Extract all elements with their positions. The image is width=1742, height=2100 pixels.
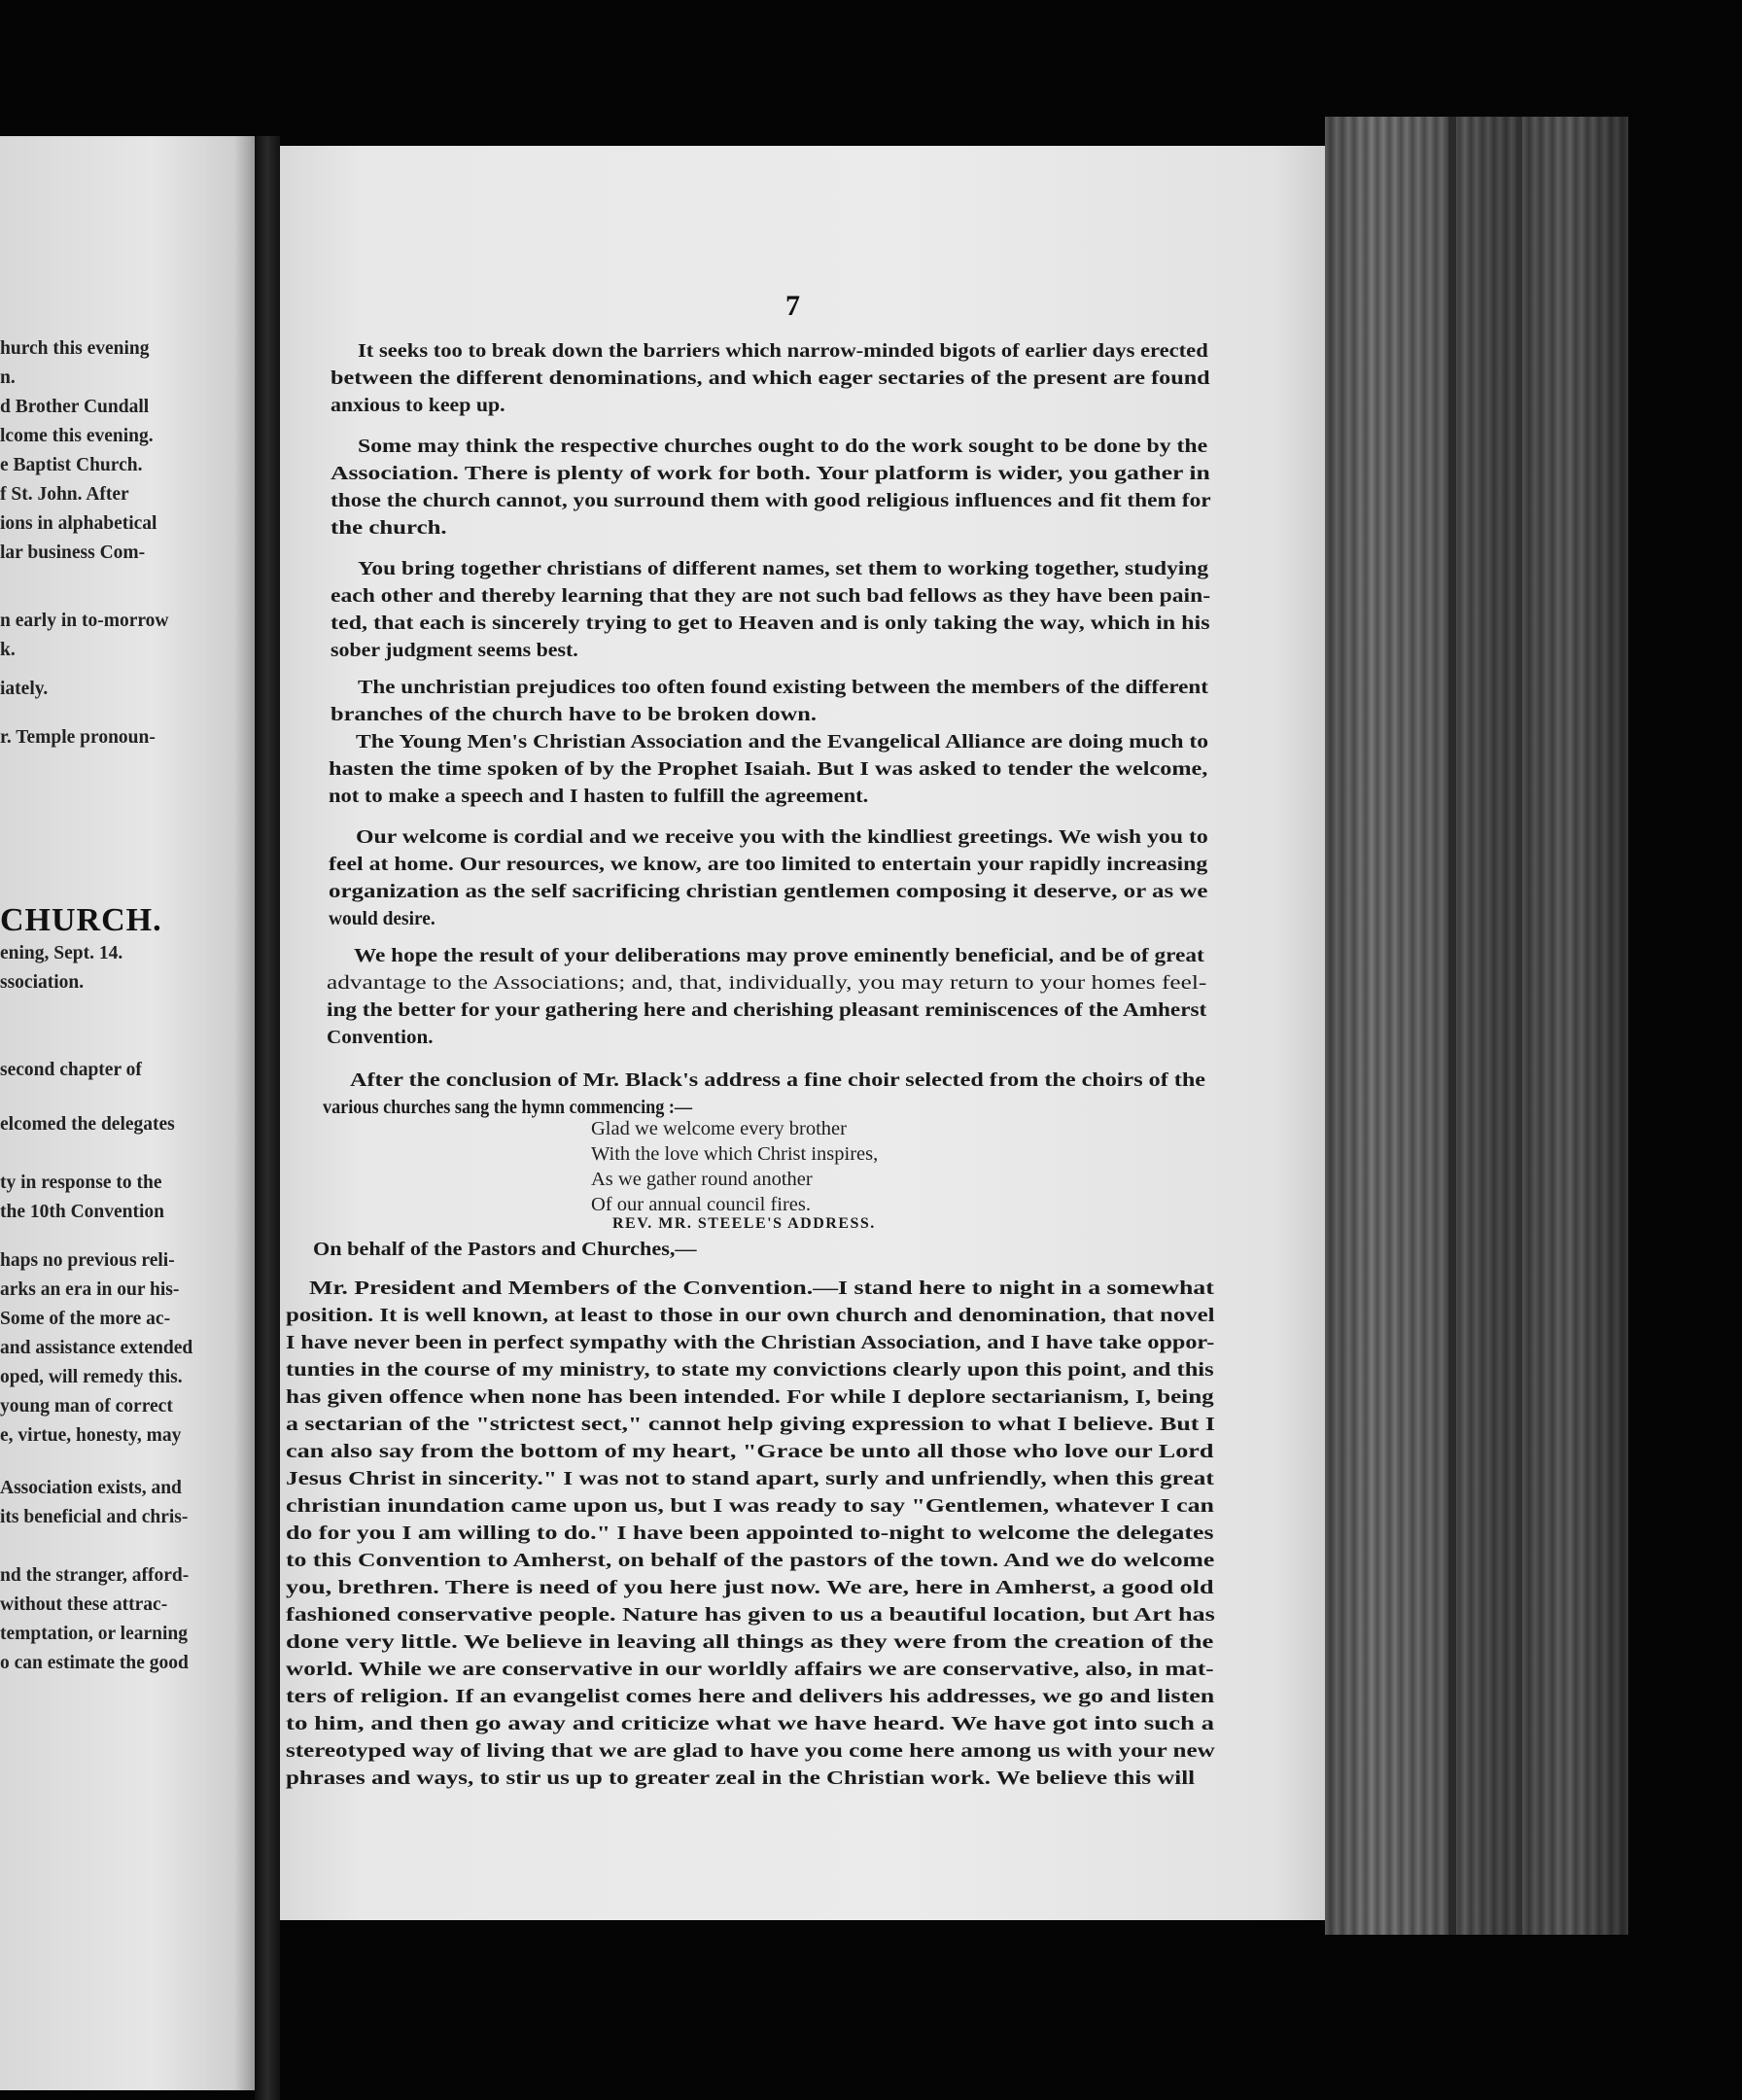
text-line: stereotyped way of living that we are glad to have you come here among us with your new — [286, 1740, 1215, 1762]
text-line: d Brother Cundall — [0, 397, 150, 417]
text-line: young man of correct — [0, 1396, 173, 1417]
text-line: a sectarian of the "strictest sect," cannot help giving expression to what I believe. But I — [286, 1414, 1215, 1435]
text-line: world. While we are conservative in our worldly affairs we are conservative, also, in mat- — [286, 1659, 1214, 1680]
text-line: e Baptist Church. — [0, 455, 143, 475]
text-line: anxious to keep up. — [331, 395, 505, 416]
text-line: sober judgment seems best. — [331, 640, 578, 661]
text-line: n. — [0, 368, 16, 388]
text-line: lcome this evening. — [0, 426, 154, 446]
text-line: o can estimate the good — [0, 1653, 189, 1673]
text-line: do for you I am willing to do." I have been appointed to-night to welcome the delegates — [286, 1522, 1214, 1544]
text-line: and assistance extended — [0, 1338, 193, 1358]
text-line: ty in response to the — [0, 1172, 162, 1193]
text-line: various churches sang the hymn commencing :— — [323, 1097, 693, 1118]
fore-edge-shadow — [1448, 117, 1456, 1935]
text-line: ters of religion. If an evangelist comes here and delivers his addresses, we go and listen — [286, 1686, 1215, 1707]
text-line: haps no previous reli- — [0, 1250, 175, 1271]
text-line: ing the better for your gathering here and cherishing pleasant reminiscences of the Amherst — [327, 999, 1207, 1021]
text-line: On behalf of the Pastors and Churches,— — [313, 1239, 697, 1260]
book-fore-edge — [1325, 117, 1628, 1935]
text-line: branches of the church have to be broken down. — [331, 704, 817, 725]
left-page-fragment — [0, 136, 255, 2090]
text-line: advantage to the Associations; and, that, individually, you may return to your homes feel- — [327, 972, 1207, 994]
text-line: I have never been in perfect sympathy with the Christian Association, and I have take oppor- — [286, 1332, 1215, 1353]
text-line: ions in alphabetical — [0, 513, 157, 534]
text-line: fashioned conservative people. Nature has given to us a beautiful location, but Art has — [286, 1604, 1215, 1626]
text-line: Jesus Christ in sincerity." I was not to stand apart, surly and unfriendly, when this great — [286, 1468, 1214, 1489]
text-line: ening, Sept. 14. — [0, 943, 123, 963]
text-line: We hope the result of your deliberations may prove eminently beneficial, and be of great — [354, 945, 1204, 966]
text-line: iately. — [0, 679, 49, 699]
text-line: second chapter of — [0, 1060, 142, 1080]
page — [280, 146, 1325, 1920]
text-line: Mr. President and Members of the Convention.—I stand here to night in a somewhat — [309, 1278, 1214, 1299]
text-line: It seeks too to break down the barriers which narrow-minded bigots of earlier days erected — [358, 340, 1208, 362]
text-line: ssociation. — [0, 972, 85, 993]
text-line: n early in to-morrow — [0, 611, 169, 631]
text-line: the church. — [331, 517, 447, 539]
section-heading: REV. MR. STEELE'S ADDRESS. — [612, 1215, 876, 1232]
text-line: tunties in the course of my ministry, to state my convictions clearly upon this point, and this — [286, 1359, 1214, 1381]
text-line: Some may think the respective churches ought to do the work sought to be done by the — [358, 436, 1208, 457]
fore-edge-shadow — [1516, 117, 1522, 1935]
text-line: you, brethren. There is need of you here just now. We are, here in Amherst, a good old — [286, 1577, 1214, 1598]
text-line: oped, will remedy this. — [0, 1367, 183, 1387]
text-line: After the conclusion of Mr. Black's address a fine choir selected from the choirs of the — [350, 1069, 1206, 1091]
text-line: each other and thereby learning that they are not such bad fellows as they have been pain- — [331, 585, 1211, 607]
left-heading: CHURCH. — [0, 902, 162, 938]
text-line: elcomed the delegates — [0, 1114, 175, 1135]
text-line: Some of the more ac- — [0, 1309, 171, 1329]
text-line: Of our annual council fires. — [591, 1194, 811, 1215]
text-line: christian inundation came upon us, but I was ready to say "Gentlemen, whatever I can — [286, 1495, 1214, 1517]
text-line: to him, and then go away and criticize what we have heard. We have got into such a — [286, 1713, 1215, 1734]
text-line: the 10th Convention — [0, 1202, 165, 1222]
text-line: between the different denominations, and which eager sectaries of the present are found — [331, 368, 1210, 389]
text-line: organization as the self sacrificing christian gentlemen composing it deserve, or as we — [329, 881, 1208, 902]
text-line: The unchristian prejudices too often found existing between the members of the different — [358, 677, 1208, 698]
text-line: feel at home. Our resources, we know, are too limited to entertain your rapidly increasing — [329, 854, 1208, 875]
text-line: temptation, or learning — [0, 1624, 189, 1644]
text-line: nd the stranger, afford- — [0, 1565, 190, 1586]
text-line: e, virtue, honesty, may — [0, 1425, 182, 1446]
text-line: not to make a speech and I hasten to fulfill the agreement. — [329, 786, 869, 807]
text-line: to this Convention to Amherst, on behalf of the pastors of the town. And we do welcome — [286, 1550, 1215, 1571]
text-line: its beneficial and chris- — [0, 1507, 189, 1527]
text-line: has given offence when none has been intended. For while I deplore sectarianism, I, being — [286, 1386, 1214, 1408]
text-line: those the church cannot, you surround them with good religious influences and fit them for — [331, 490, 1211, 511]
text-line: Convention. — [327, 1027, 434, 1048]
text-line: can also say from the bottom of my heart, "Grace be unto all those who love our Lord — [286, 1441, 1214, 1462]
book-gutter — [255, 136, 280, 2100]
text-line: position. It is well known, at least to those in our own church and denomination, that novel — [286, 1305, 1215, 1326]
text-line: Association exists, and — [0, 1478, 182, 1498]
text-line: arks an era in our his- — [0, 1279, 180, 1300]
text-line: Our welcome is cordial and we receive you with the kindliest greetings. We wish you to — [356, 826, 1208, 848]
text-line: phrases and ways, to stir us up to greater zeal in the Christian work. We believe this will — [286, 1768, 1196, 1789]
page-number: 7 — [785, 290, 800, 322]
text-line: done very little. We believe in leaving all things as they were from the creation of the — [286, 1631, 1214, 1653]
text-line: ted, that each is sincerely trying to get to Heaven and is only taking the way, which in his — [331, 612, 1210, 634]
text-line: r. Temple pronoun- — [0, 727, 156, 748]
text-line: k. — [0, 640, 16, 660]
text-line: Association. There is plenty of work for both. Your platform is wider, you gather in — [331, 463, 1210, 484]
text-line: Glad we welcome every brother — [591, 1118, 847, 1139]
text-line: f St. John. After — [0, 484, 129, 505]
text-line: You bring together christians of different names, set them to working together, studying — [358, 558, 1209, 579]
text-line: hurch this evening — [0, 338, 150, 359]
text-line: would desire. — [329, 908, 436, 929]
text-line: As we gather round another — [591, 1169, 813, 1190]
text-line: hasten the time spoken of by the Prophet Isaiah. But I was asked to tender the welcome, — [329, 758, 1208, 780]
text-line: without these attrac- — [0, 1594, 168, 1615]
text-line: The Young Men's Christian Association and the Evangelical Alliance are doing much to — [356, 731, 1209, 752]
text-line: lar business Com- — [0, 542, 146, 563]
text-line: With the love which Christ inspires, — [591, 1143, 879, 1165]
